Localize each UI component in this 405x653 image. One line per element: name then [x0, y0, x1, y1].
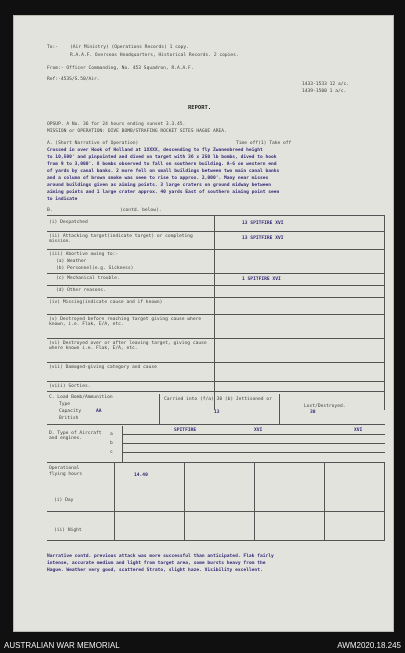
- row-rule: [47, 381, 385, 382]
- row-rule: [47, 338, 385, 339]
- to-line-2: R.A.A.F. Overseas Headquarters, Historical Records. 2 copies.: [70, 53, 239, 58]
- aircraft-heading: D. Type of Aircraft and engines.: [49, 431, 102, 441]
- row-other-label: (d) Other reasons.: [56, 288, 106, 293]
- aircraft-row-c: c: [110, 450, 113, 455]
- row-rule: [47, 424, 385, 425]
- aircraft-rule: [122, 452, 385, 453]
- row-damaged-label: (vii) Damaged-giving category and cause: [49, 365, 157, 370]
- row-sorties-label: (viii) Sorties.: [49, 384, 91, 389]
- load-carried-value-1: 13: [214, 410, 220, 415]
- aircraft-divider: [122, 426, 123, 462]
- operational-heading-line2: flying hours: [49, 472, 83, 477]
- narrative-line: and a column of brown smoke was seen to rise to approx. 2,000'. Many near misses: [47, 176, 269, 181]
- row-missing-label: (iv) Missing(indicate cause and if known): [49, 300, 163, 305]
- row-rule: [47, 231, 385, 232]
- time-off-label: Time off(1) Take off: [236, 141, 292, 146]
- aircraft-mark-2: XVI: [354, 428, 363, 433]
- aircraft-row-b: b: [110, 441, 113, 446]
- ops-divider: [254, 462, 255, 540]
- report-title: REPORT.: [188, 105, 212, 111]
- table-rule: [47, 215, 385, 216]
- narrative-heading: A. (Short Narrative of Operation): [47, 141, 139, 146]
- col-b-label: B.: [47, 208, 53, 213]
- operational-heading-line1: Operational: [49, 466, 80, 471]
- remark-line-2: intense, accurate medium and light from target area, some bursts heavy from the: [47, 561, 266, 566]
- ops-divider: [324, 462, 325, 540]
- mission-line: MISSION or OPERATION: DIVE BOMB/STRAFING ROCKET SITES HAGUE AREA.: [47, 129, 227, 134]
- narrative-line: around buildings given as aiming points. 3 large craters on ground midway between: [47, 183, 272, 188]
- time-line-1: 1433-1533 12 a/c.: [302, 82, 350, 87]
- load-british: British: [59, 416, 79, 421]
- narrative-line: from 9 to 3,000'. 8 bombs observed to fall on southern building. A-G on western end: [47, 162, 277, 167]
- row-rule: [47, 314, 385, 315]
- operational-night: (ii) Night: [54, 528, 82, 533]
- opsum-line: OPSUP. A No. 36 for 24 hours ending sunset 3.3.45.: [47, 122, 186, 127]
- load-divider: [279, 394, 280, 424]
- row-attacking-label: (ii) Attacking target(indicate target) or completing mission.: [49, 234, 193, 244]
- load-capacity: Capacity: [59, 409, 82, 414]
- footer-archive-name: AUSTRALIAN WAR MEMORIAL: [4, 641, 120, 650]
- row-destroyed-after-label: (vi) Destroyed over or after leaving target, giving cause where known i.e. Flak, E/A, etc.: [49, 341, 207, 351]
- narrative-line: aiming points and 1 large crater approx. 40 yards East of southern aiming point seen: [47, 190, 280, 195]
- row-mechanical-label: (c) Mechanical trouble.: [56, 276, 120, 281]
- row-rule: [47, 285, 385, 286]
- ops-divider: [384, 462, 385, 540]
- to-label: To:-: [47, 45, 59, 50]
- load-destroyed-label: Lost/Destroyed.: [304, 404, 346, 409]
- from-line: From:- Officer Commanding, No. 453 Squadron, R.A.A.F.: [47, 66, 194, 71]
- row-despatched-value: 13 SPITFIRE XVI: [242, 221, 284, 226]
- remark-line-1: Narrative contd. previous attack was more successful than anticipated. Flak fairly: [47, 554, 274, 559]
- aircraft-row-a: a: [110, 432, 113, 437]
- operational-day: (i) Day: [54, 498, 74, 503]
- load-carried-label: Carried into (f/a) 30 (b) Jettisoned or: [164, 397, 272, 402]
- load-british-value: AA: [96, 409, 102, 414]
- ops-divider: [184, 462, 185, 540]
- ops-divider: [114, 462, 115, 540]
- load-carried-value-2: 30: [310, 410, 316, 415]
- row-rule: [47, 273, 385, 274]
- aircraft-mark: XVI: [254, 428, 263, 433]
- row-abortive-label: (iii) Abortive owing to:-: [49, 252, 119, 257]
- col-b-note: (contd. below).: [120, 208, 162, 213]
- load-divider: [159, 394, 160, 424]
- row-rule: [47, 511, 385, 512]
- row-destroyed-before-label: (v) Destroyed before reaching target giving cause where known, i.e. Flak, E/A, etc.: [49, 317, 202, 327]
- row-rule: [47, 391, 385, 392]
- row-rule: [47, 249, 385, 250]
- operational-value: 14.40: [134, 473, 148, 478]
- narrative-line: to indicate: [47, 197, 78, 202]
- footer-accession-number: AWM2020.18.245: [337, 641, 401, 650]
- row-personnel-label: (b) Personnel(e.g. Sickness): [56, 266, 134, 271]
- row-weather-label: (a) Weather: [56, 259, 87, 264]
- row-attacking-value: 13 SPITFIRE XVI: [242, 236, 284, 241]
- document-page: [13, 15, 394, 632]
- row-rule: [47, 362, 385, 363]
- row-rule: [47, 462, 385, 463]
- load-type: Type: [59, 402, 71, 407]
- remark-line-3: Hague. Weather very good, scattered Strato, slight haze. Visibility excellent.: [47, 568, 263, 573]
- narrative-line: of yards by canal banks. 2 more fell on small buildings between two main canal banks: [47, 169, 280, 174]
- narrative-line: Crossed in over Hook of Holland at 1XXXX, descending to fly Zwanenbreed height: [47, 148, 263, 153]
- row-rule: [47, 297, 385, 298]
- aircraft-type: SPITFIRE: [174, 428, 197, 433]
- row-mechanical-value: 1 SPITFIRE XVI: [242, 277, 281, 282]
- ref-line: Ref:-453S/S.50/Air.: [47, 77, 100, 82]
- row-rule: [47, 540, 385, 541]
- load-heading: C. Load Bomb/Ammunition: [49, 395, 113, 400]
- narrative-line: to 10,500' and pinpointed and dived on target with 36 x 250 lb bombs, dived to hook: [47, 155, 277, 160]
- time-line-2: 1439-1500 1 a/c.: [302, 89, 347, 94]
- to-line-1: (Air Ministry) (Operations Records) 1 copy.: [70, 45, 189, 50]
- aircraft-rule: [122, 443, 385, 444]
- aircraft-rule: [122, 434, 385, 435]
- row-despatched-label: (i) Despatched: [49, 220, 88, 225]
